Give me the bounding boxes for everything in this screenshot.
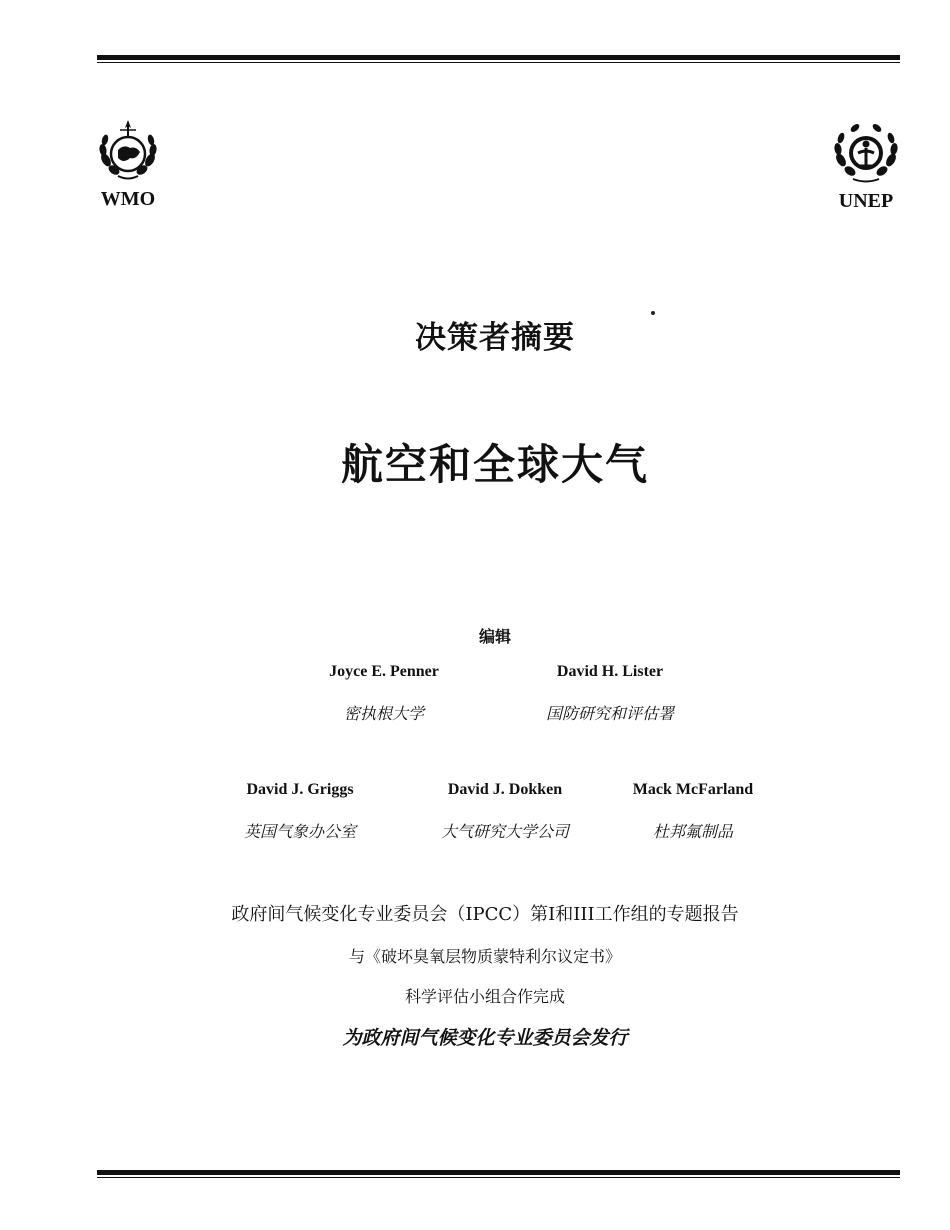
report-description: 政府间气候变化专业委员会（IPCC）第I和III工作组的专题报告 [231,904,739,925]
editor-name: David J. Griggs [246,781,354,798]
report-completion: 科学评估小组合作完成 [404,987,565,1006]
wmo-emblem [92,120,164,211]
editor-entry [583,781,803,842]
editor-entry [190,781,410,842]
publisher-line: 为政府间气候变化专业委员会发行 [342,1027,628,1049]
editors-label: 编辑 [478,627,511,646]
editor-name: David H. Lister [556,663,664,680]
unep-label: UNEP [838,190,894,212]
document-subtitle: 决策者摘要 [415,320,575,356]
unep-emblem-icon [831,122,901,184]
editor-name: Mack McFarland [632,781,754,798]
editor-entry [395,781,615,842]
editor-name: Joyce E. Penner [329,663,439,680]
document-title: 航空和全球大气 [340,440,649,489]
bottom-rule [97,1170,900,1178]
editor-entry [500,663,720,724]
editor-affiliation: 杜邦氟制品 [652,822,733,841]
top-rule [97,55,900,63]
report-collaboration: 与《破坏臭氧层物质蒙特利尔议定书》 [348,947,621,966]
editor-affiliation: 英国气象办公室 [243,822,356,841]
wmo-emblem-icon [96,120,160,182]
editor-affiliation: 密执根大学 [343,704,424,723]
editor-affiliation: 大气研究大学公司 [440,822,569,841]
editor-name: David J. Dokken [447,781,563,798]
wmo-label: WMO [100,188,156,210]
editor-affiliation: 国防研究和评估署 [545,704,674,723]
unep-emblem [826,122,906,213]
editor-entry [274,663,494,724]
